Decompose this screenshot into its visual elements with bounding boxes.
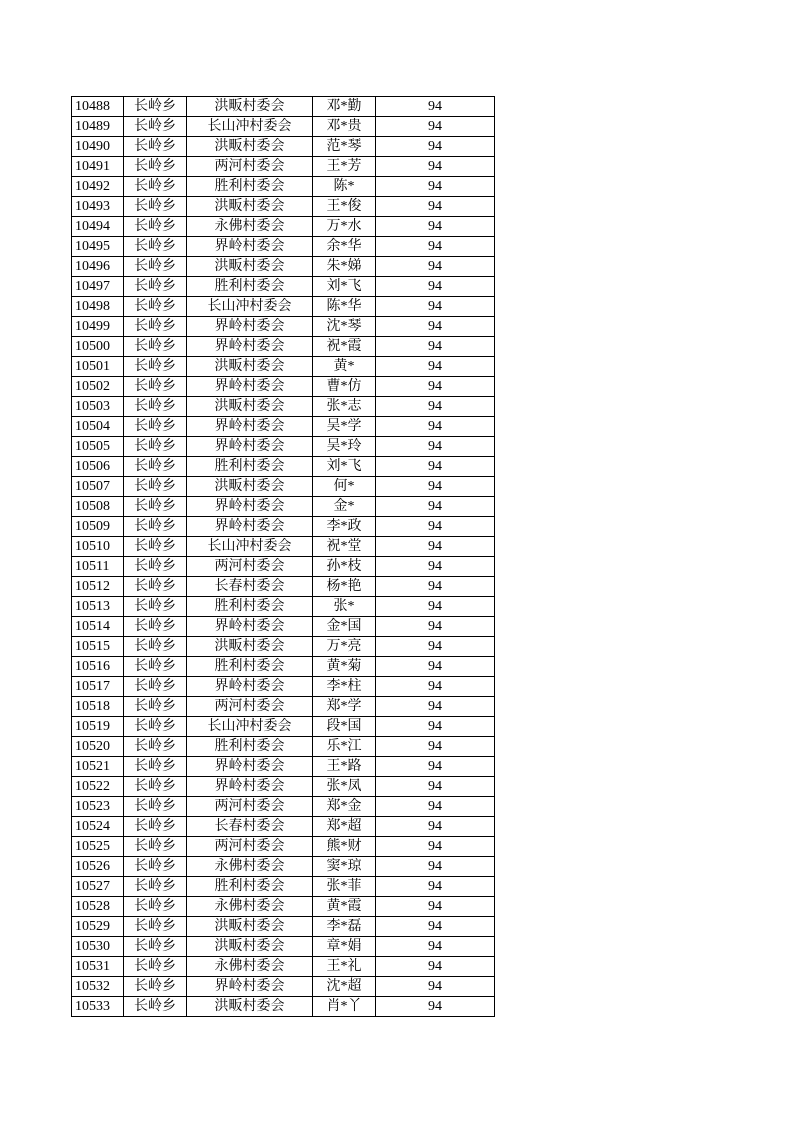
cell-township: 长岭乡 [124, 197, 187, 217]
cell-serial-number: 10493 [72, 197, 124, 217]
cell-person-name: 曹*仿 [313, 377, 376, 397]
cell-serial-number: 10498 [72, 297, 124, 317]
cell-person-name: 朱*娣 [313, 257, 376, 277]
cell-score: 94 [376, 977, 495, 997]
cell-village-committee: 胜利村委会 [187, 457, 313, 477]
cell-serial-number: 10494 [72, 217, 124, 237]
cell-score: 94 [376, 857, 495, 877]
cell-village-committee: 界岭村委会 [187, 677, 313, 697]
cell-serial-number: 10497 [72, 277, 124, 297]
table-row [72, 397, 495, 417]
cell-village-committee: 界岭村委会 [187, 517, 313, 537]
cell-score: 94 [376, 237, 495, 257]
cell-township: 长岭乡 [124, 437, 187, 457]
cell-serial-number: 10524 [72, 817, 124, 837]
table-row [72, 277, 495, 297]
cell-person-name: 吴*玲 [313, 437, 376, 457]
cell-township: 长岭乡 [124, 397, 187, 417]
cell-township: 长岭乡 [124, 777, 187, 797]
cell-serial-number: 10509 [72, 517, 124, 537]
cell-township: 长岭乡 [124, 757, 187, 777]
cell-score: 94 [376, 337, 495, 357]
cell-person-name: 张*菲 [313, 877, 376, 897]
cell-person-name: 万*亮 [313, 637, 376, 657]
table-row [72, 317, 495, 337]
cell-person-name: 章*娟 [313, 937, 376, 957]
cell-person-name: 张*志 [313, 397, 376, 417]
cell-score: 94 [376, 897, 495, 917]
cell-township: 长岭乡 [124, 377, 187, 397]
cell-township: 长岭乡 [124, 697, 187, 717]
cell-village-committee: 洪畈村委会 [187, 257, 313, 277]
table-row [72, 457, 495, 477]
cell-serial-number: 10513 [72, 597, 124, 617]
cell-village-committee: 洪畈村委会 [187, 137, 313, 157]
cell-person-name: 黄*霞 [313, 897, 376, 917]
cell-person-name: 陈*华 [313, 297, 376, 317]
table-row [72, 777, 495, 797]
cell-serial-number: 10520 [72, 737, 124, 757]
table-row [72, 697, 495, 717]
cell-serial-number: 10515 [72, 637, 124, 657]
cell-township: 长岭乡 [124, 877, 187, 897]
table-row [72, 497, 495, 517]
cell-person-name: 沈*琴 [313, 317, 376, 337]
cell-person-name: 乐*江 [313, 737, 376, 757]
cell-serial-number: 10527 [72, 877, 124, 897]
cell-village-committee: 洪畈村委会 [187, 997, 313, 1017]
cell-serial-number: 10502 [72, 377, 124, 397]
cell-serial-number: 10489 [72, 117, 124, 137]
cell-village-committee: 洪畈村委会 [187, 397, 313, 417]
cell-township: 长岭乡 [124, 457, 187, 477]
cell-serial-number: 10523 [72, 797, 124, 817]
cell-serial-number: 10516 [72, 657, 124, 677]
cell-village-committee: 长春村委会 [187, 817, 313, 837]
cell-score: 94 [376, 537, 495, 557]
cell-village-committee: 两河村委会 [187, 697, 313, 717]
cell-township: 长岭乡 [124, 897, 187, 917]
table-row [72, 537, 495, 557]
cell-township: 长岭乡 [124, 157, 187, 177]
cell-township: 长岭乡 [124, 97, 187, 117]
cell-person-name: 郑*金 [313, 797, 376, 817]
cell-serial-number: 10521 [72, 757, 124, 777]
table-row [72, 617, 495, 637]
cell-person-name: 范*琴 [313, 137, 376, 157]
cell-village-committee: 两河村委会 [187, 797, 313, 817]
roster-table [71, 96, 495, 1017]
table-row [72, 557, 495, 577]
cell-township: 长岭乡 [124, 557, 187, 577]
cell-village-committee: 永佛村委会 [187, 857, 313, 877]
cell-person-name: 祝*堂 [313, 537, 376, 557]
cell-township: 长岭乡 [124, 517, 187, 537]
cell-score: 94 [376, 397, 495, 417]
cell-township: 长岭乡 [124, 337, 187, 357]
cell-serial-number: 10512 [72, 577, 124, 597]
cell-township: 长岭乡 [124, 857, 187, 877]
cell-township: 长岭乡 [124, 317, 187, 337]
cell-township: 长岭乡 [124, 617, 187, 637]
table-row [72, 177, 495, 197]
table-row [72, 137, 495, 157]
cell-score: 94 [376, 417, 495, 437]
cell-score: 94 [376, 657, 495, 677]
cell-serial-number: 10500 [72, 337, 124, 357]
cell-person-name: 郑*学 [313, 697, 376, 717]
cell-township: 长岭乡 [124, 717, 187, 737]
cell-serial-number: 10519 [72, 717, 124, 737]
cell-score: 94 [376, 437, 495, 457]
cell-township: 长岭乡 [124, 217, 187, 237]
cell-village-committee: 两河村委会 [187, 557, 313, 577]
cell-serial-number: 10528 [72, 897, 124, 917]
cell-village-committee: 界岭村委会 [187, 237, 313, 257]
cell-score: 94 [376, 117, 495, 137]
cell-score: 94 [376, 877, 495, 897]
cell-person-name: 李*政 [313, 517, 376, 537]
cell-person-name: 李*磊 [313, 917, 376, 937]
cell-township: 长岭乡 [124, 297, 187, 317]
cell-serial-number: 10525 [72, 837, 124, 857]
cell-score: 94 [376, 137, 495, 157]
table-row [72, 857, 495, 877]
cell-township: 长岭乡 [124, 537, 187, 557]
cell-village-committee: 永佛村委会 [187, 217, 313, 237]
table-row [72, 257, 495, 277]
cell-serial-number: 10492 [72, 177, 124, 197]
table-row [72, 877, 495, 897]
cell-serial-number: 10503 [72, 397, 124, 417]
cell-person-name: 邓*贵 [313, 117, 376, 137]
cell-serial-number: 10530 [72, 937, 124, 957]
cell-village-committee: 长山冲村委会 [187, 717, 313, 737]
cell-score: 94 [376, 457, 495, 477]
cell-township: 长岭乡 [124, 277, 187, 297]
table-row [72, 157, 495, 177]
cell-score: 94 [376, 837, 495, 857]
cell-serial-number: 10531 [72, 957, 124, 977]
cell-serial-number: 10488 [72, 97, 124, 117]
cell-person-name: 余*华 [313, 237, 376, 257]
cell-township: 长岭乡 [124, 577, 187, 597]
cell-person-name: 王*礼 [313, 957, 376, 977]
cell-score: 94 [376, 817, 495, 837]
cell-score: 94 [376, 637, 495, 657]
cell-township: 长岭乡 [124, 597, 187, 617]
cell-village-committee: 胜利村委会 [187, 737, 313, 757]
cell-village-committee: 洪畈村委会 [187, 637, 313, 657]
cell-person-name: 熊*财 [313, 837, 376, 857]
cell-village-committee: 界岭村委会 [187, 337, 313, 357]
cell-person-name: 刘*飞 [313, 277, 376, 297]
cell-serial-number: 10505 [72, 437, 124, 457]
cell-score: 94 [376, 277, 495, 297]
cell-village-committee: 长山冲村委会 [187, 297, 313, 317]
cell-person-name: 肖*丫 [313, 997, 376, 1017]
cell-township: 长岭乡 [124, 737, 187, 757]
cell-person-name: 王*芳 [313, 157, 376, 177]
cell-township: 长岭乡 [124, 237, 187, 257]
cell-serial-number: 10491 [72, 157, 124, 177]
table-row [72, 737, 495, 757]
cell-score: 94 [376, 97, 495, 117]
cell-township: 长岭乡 [124, 657, 187, 677]
cell-score: 94 [376, 717, 495, 737]
cell-serial-number: 10504 [72, 417, 124, 437]
cell-serial-number: 10526 [72, 857, 124, 877]
cell-village-committee: 长春村委会 [187, 577, 313, 597]
cell-serial-number: 10517 [72, 677, 124, 697]
cell-township: 长岭乡 [124, 637, 187, 657]
cell-serial-number: 10501 [72, 357, 124, 377]
cell-serial-number: 10499 [72, 317, 124, 337]
cell-score: 94 [376, 197, 495, 217]
table-row [72, 197, 495, 217]
cell-village-committee: 界岭村委会 [187, 757, 313, 777]
cell-township: 长岭乡 [124, 357, 187, 377]
table-row [72, 297, 495, 317]
cell-village-committee: 界岭村委会 [187, 777, 313, 797]
cell-person-name: 金*国 [313, 617, 376, 637]
cell-person-name: 孙*枝 [313, 557, 376, 577]
cell-person-name: 王*路 [313, 757, 376, 777]
table-row [72, 377, 495, 397]
cell-village-committee: 胜利村委会 [187, 877, 313, 897]
cell-township: 长岭乡 [124, 957, 187, 977]
cell-person-name: 黄*菊 [313, 657, 376, 677]
cell-serial-number: 10514 [72, 617, 124, 637]
cell-score: 94 [376, 737, 495, 757]
cell-score: 94 [376, 997, 495, 1017]
cell-person-name: 陈* [313, 177, 376, 197]
table-row [72, 577, 495, 597]
cell-township: 长岭乡 [124, 997, 187, 1017]
cell-village-committee: 两河村委会 [187, 157, 313, 177]
cell-village-committee: 界岭村委会 [187, 497, 313, 517]
cell-score: 94 [376, 497, 495, 517]
cell-village-committee: 洪畈村委会 [187, 917, 313, 937]
cell-village-committee: 洪畈村委会 [187, 937, 313, 957]
cell-village-committee: 胜利村委会 [187, 597, 313, 617]
cell-score: 94 [376, 577, 495, 597]
table-row [72, 517, 495, 537]
cell-township: 长岭乡 [124, 977, 187, 997]
cell-serial-number: 10511 [72, 557, 124, 577]
table-row [72, 817, 495, 837]
cell-person-name: 黄* [313, 357, 376, 377]
cell-score: 94 [376, 357, 495, 377]
table-row [72, 837, 495, 857]
cell-village-committee: 两河村委会 [187, 837, 313, 857]
cell-township: 长岭乡 [124, 677, 187, 697]
cell-score: 94 [376, 617, 495, 637]
cell-score: 94 [376, 757, 495, 777]
table-row [72, 417, 495, 437]
cell-township: 长岭乡 [124, 257, 187, 277]
table-row [72, 477, 495, 497]
cell-serial-number: 10496 [72, 257, 124, 277]
cell-person-name: 郑*超 [313, 817, 376, 837]
table-row [72, 937, 495, 957]
cell-village-committee: 洪畈村委会 [187, 357, 313, 377]
cell-serial-number: 10532 [72, 977, 124, 997]
cell-score: 94 [376, 297, 495, 317]
cell-person-name: 窦*琼 [313, 857, 376, 877]
table-row [72, 437, 495, 457]
cell-serial-number: 10507 [72, 477, 124, 497]
cell-township: 长岭乡 [124, 497, 187, 517]
table-row [72, 97, 495, 117]
cell-serial-number: 10510 [72, 537, 124, 557]
cell-village-committee: 长山冲村委会 [187, 117, 313, 137]
cell-person-name: 刘*飞 [313, 457, 376, 477]
cell-score: 94 [376, 177, 495, 197]
cell-score: 94 [376, 597, 495, 617]
cell-village-committee: 洪畈村委会 [187, 97, 313, 117]
table-row [72, 357, 495, 377]
cell-serial-number: 10533 [72, 997, 124, 1017]
cell-village-committee: 胜利村委会 [187, 177, 313, 197]
cell-score: 94 [376, 377, 495, 397]
cell-person-name: 杨*艳 [313, 577, 376, 597]
cell-township: 长岭乡 [124, 917, 187, 937]
cell-person-name: 邓*勤 [313, 97, 376, 117]
table-row [72, 237, 495, 257]
cell-serial-number: 10522 [72, 777, 124, 797]
cell-person-name: 吴*学 [313, 417, 376, 437]
cell-score: 94 [376, 517, 495, 537]
cell-person-name: 段*国 [313, 717, 376, 737]
cell-score: 94 [376, 917, 495, 937]
cell-village-committee: 永佛村委会 [187, 957, 313, 977]
cell-score: 94 [376, 957, 495, 977]
cell-village-committee: 界岭村委会 [187, 617, 313, 637]
cell-serial-number: 10495 [72, 237, 124, 257]
cell-village-committee: 洪畈村委会 [187, 197, 313, 217]
cell-person-name: 王*俊 [313, 197, 376, 217]
cell-township: 长岭乡 [124, 837, 187, 857]
cell-village-committee: 长山冲村委会 [187, 537, 313, 557]
cell-township: 长岭乡 [124, 937, 187, 957]
cell-score: 94 [376, 217, 495, 237]
cell-person-name: 万*水 [313, 217, 376, 237]
table-row [72, 637, 495, 657]
cell-township: 长岭乡 [124, 117, 187, 137]
cell-score: 94 [376, 477, 495, 497]
table-row [72, 897, 495, 917]
table-row [72, 757, 495, 777]
cell-person-name: 张*凤 [313, 777, 376, 797]
table-row [72, 997, 495, 1017]
cell-township: 长岭乡 [124, 817, 187, 837]
cell-person-name: 祝*霞 [313, 337, 376, 357]
cell-person-name: 沈*超 [313, 977, 376, 997]
cell-township: 长岭乡 [124, 797, 187, 817]
cell-township: 长岭乡 [124, 477, 187, 497]
cell-score: 94 [376, 157, 495, 177]
cell-serial-number: 10518 [72, 697, 124, 717]
table-row [72, 217, 495, 237]
table-row [72, 677, 495, 697]
cell-serial-number: 10490 [72, 137, 124, 157]
cell-serial-number: 10506 [72, 457, 124, 477]
cell-person-name: 李*柱 [313, 677, 376, 697]
table-row [72, 337, 495, 357]
cell-score: 94 [376, 697, 495, 717]
cell-score: 94 [376, 677, 495, 697]
cell-village-committee: 界岭村委会 [187, 317, 313, 337]
cell-score: 94 [376, 257, 495, 277]
cell-village-committee: 界岭村委会 [187, 417, 313, 437]
cell-serial-number: 10508 [72, 497, 124, 517]
cell-score: 94 [376, 317, 495, 337]
table-row [72, 117, 495, 137]
cell-township: 长岭乡 [124, 137, 187, 157]
cell-village-committee: 界岭村委会 [187, 977, 313, 997]
cell-village-committee: 永佛村委会 [187, 897, 313, 917]
table-row [72, 957, 495, 977]
cell-score: 94 [376, 937, 495, 957]
cell-township: 长岭乡 [124, 417, 187, 437]
cell-person-name: 张* [313, 597, 376, 617]
cell-score: 94 [376, 557, 495, 577]
table-row [72, 657, 495, 677]
cell-village-committee: 洪畈村委会 [187, 477, 313, 497]
table-row [72, 717, 495, 737]
cell-township: 长岭乡 [124, 177, 187, 197]
roster-table-body [72, 97, 495, 1017]
table-row [72, 597, 495, 617]
table-row [72, 917, 495, 937]
table-row [72, 797, 495, 817]
table-row [72, 977, 495, 997]
cell-serial-number: 10529 [72, 917, 124, 937]
cell-score: 94 [376, 797, 495, 817]
cell-village-committee: 胜利村委会 [187, 657, 313, 677]
cell-village-committee: 胜利村委会 [187, 277, 313, 297]
cell-village-committee: 界岭村委会 [187, 437, 313, 457]
cell-score: 94 [376, 777, 495, 797]
cell-village-committee: 界岭村委会 [187, 377, 313, 397]
cell-person-name: 金* [313, 497, 376, 517]
cell-person-name: 何* [313, 477, 376, 497]
